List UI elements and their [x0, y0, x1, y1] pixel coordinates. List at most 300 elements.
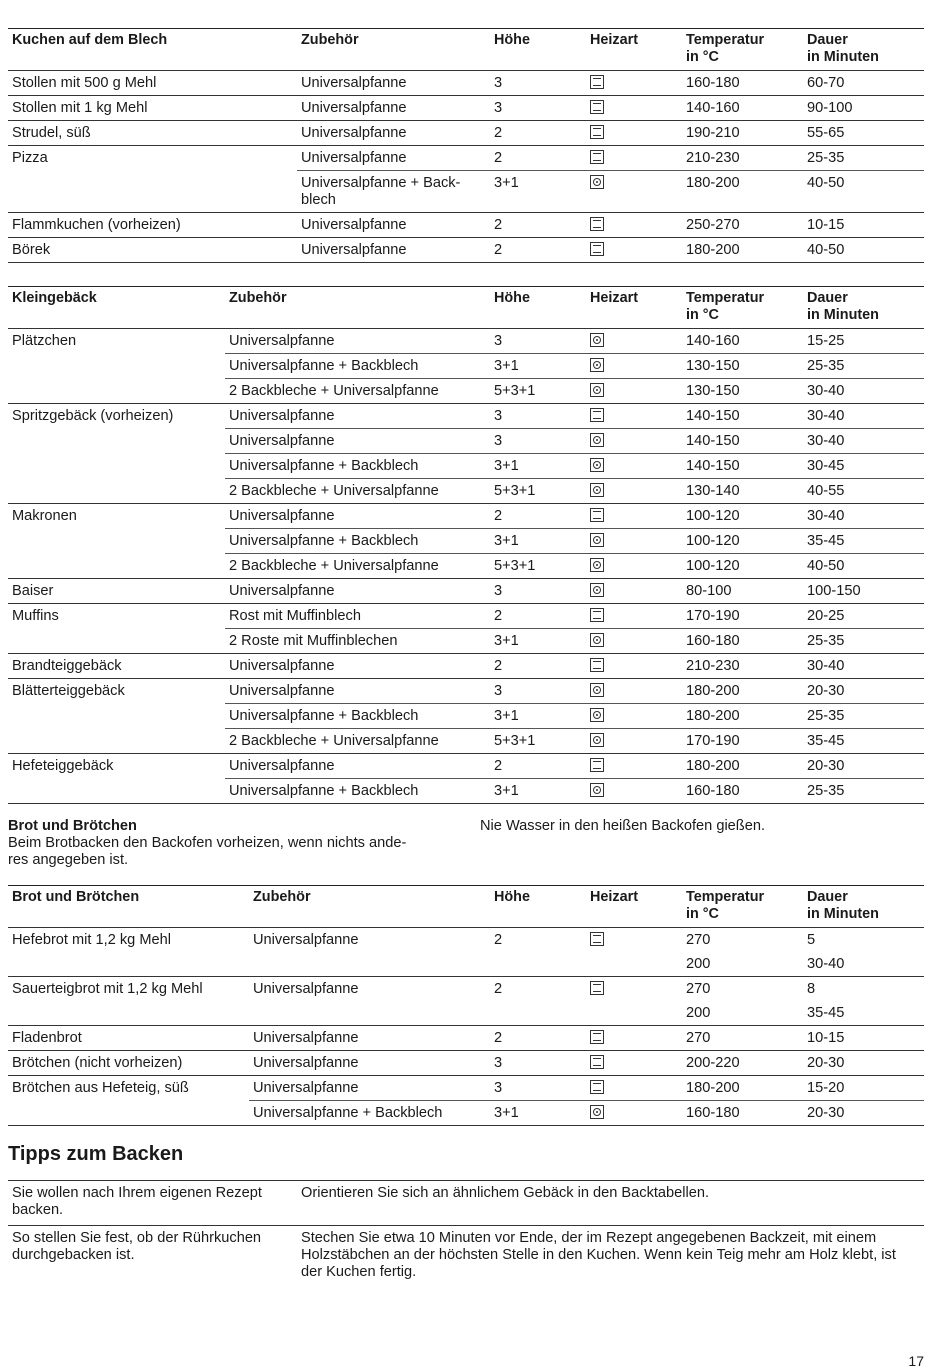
hot-air-icon — [590, 175, 604, 189]
page — [8, 28, 924, 1287]
table-kleingebaeck — [8, 286, 924, 804]
top-bottom-heat-icon — [590, 508, 604, 522]
hot-air-icon — [590, 683, 604, 697]
cell-name: Hefeteiggebäck — [8, 754, 225, 779]
table-row — [8, 754, 924, 779]
cell-dauer: 25-35 — [803, 146, 924, 171]
cell-temperatur: 160-180 — [682, 629, 803, 654]
cell-name: Brötchen (nicht vorheizen) — [8, 1051, 249, 1076]
cell-heizart — [586, 1076, 682, 1101]
cell-temperatur: 270 — [682, 977, 803, 1002]
cell-name — [8, 379, 225, 404]
cell-zubehoer: Universalpfanne — [249, 1051, 490, 1076]
cell-dauer: 25-35 — [803, 779, 924, 804]
cell-zubehoer: 2 Backbleche + Universalpfanne — [225, 479, 490, 504]
cell-name: Hefebrot mit 1,2 kg Mehl — [8, 928, 249, 953]
cell-name: Stollen mit 1 kg Mehl — [8, 96, 297, 121]
brot-intro-note: Nie Wasser in den heißen Backofen gießen. — [480, 818, 765, 834]
cell-temperatur: 180-200 — [682, 679, 803, 704]
cell-heizart — [586, 146, 682, 171]
top-bottom-heat-icon — [590, 981, 604, 995]
cell-temperatur: 130-150 — [682, 379, 803, 404]
cell-dauer: 30-45 — [803, 454, 924, 479]
cell-name — [8, 629, 225, 654]
tip-question: Sie wollen nach Ihrem eigenen Rezept backen. — [8, 1181, 297, 1226]
cell-zubehoer: Universalpfanne — [225, 579, 490, 604]
cell-name — [8, 779, 225, 804]
cell-dauer: 40-50 — [803, 554, 924, 579]
table-row — [8, 238, 924, 263]
cell-zubehoer — [249, 1001, 490, 1026]
col-header-zubehoer: Zubehör — [301, 32, 359, 48]
cell-dauer: 30-40 — [803, 404, 924, 429]
cell-temperatur: 200 — [686, 956, 711, 972]
table-row — [8, 529, 924, 554]
cell-hoehe: 3 — [490, 71, 586, 96]
table-kuchen-auf-dem-blech — [8, 28, 924, 263]
cell-name: Pizza — [8, 146, 297, 171]
cell-dauer: 20-30 — [803, 754, 924, 779]
table-row — [8, 504, 924, 529]
cell-heizart — [586, 779, 682, 804]
cell-name: Stollen mit 500 g Mehl — [8, 71, 297, 96]
cell-dauer: 20-30 — [803, 1101, 924, 1126]
top-bottom-heat-icon — [590, 75, 604, 89]
cell-dauer: 5 — [803, 928, 924, 953]
col-header-hoehe: Höhe — [494, 32, 530, 48]
table-row — [8, 171, 924, 213]
col-header-temperatur: Temperatur in °C — [686, 889, 765, 922]
cell-dauer: 20-30 — [803, 1051, 924, 1076]
cell-heizart — [586, 238, 682, 263]
cell-temperatur: 180-200 — [682, 171, 803, 213]
cell-heizart — [586, 71, 682, 96]
cell-temperatur: 180-200 — [682, 238, 803, 263]
cell-name: Plätzchen — [8, 329, 225, 354]
cell-name — [8, 354, 225, 379]
col-header-dauer: Dauer in Minuten — [807, 889, 879, 922]
col-header-hoehe: Höhe — [494, 889, 530, 905]
col-header-name: Brot und Brötchen — [12, 889, 140, 905]
cell-name: Baiser — [8, 579, 225, 604]
cell-name — [8, 454, 225, 479]
cell-dauer: 40-55 — [803, 479, 924, 504]
table-row — [8, 1051, 924, 1076]
cell-zubehoer: Universalpfanne — [297, 213, 490, 238]
top-bottom-heat-icon — [590, 658, 604, 672]
cell-hoehe: 5+3+1 — [490, 729, 586, 754]
cell-hoehe: 3+1 — [490, 779, 586, 804]
cell-hoehe: 2 — [490, 604, 586, 629]
cell-zubehoer: Universalpfanne — [249, 977, 490, 1002]
hot-air-icon — [590, 483, 604, 497]
hot-air-icon — [590, 458, 604, 472]
cell-name — [8, 429, 225, 454]
top-bottom-heat-icon — [590, 125, 604, 139]
cell-temperatur: 140-150 — [682, 429, 803, 454]
table-row — [8, 704, 924, 729]
table-header-row — [8, 287, 924, 329]
cell-zubehoer: Universalpfanne — [225, 404, 490, 429]
col-header-name: Kuchen auf dem Blech — [12, 32, 168, 48]
table-row — [8, 354, 924, 379]
cell-hoehe: 3+1 — [490, 629, 586, 654]
cell-zubehoer: Universalpfanne — [225, 429, 490, 454]
cell-temperatur: 210-230 — [682, 654, 803, 679]
table-row — [8, 1001, 924, 1026]
cell-heizart — [586, 404, 682, 429]
cell-temperatur: 170-190 — [682, 604, 803, 629]
cell-heizart — [586, 171, 682, 213]
cell-hoehe: 3 — [490, 579, 586, 604]
cell-zubehoer: Universalpfanne — [249, 1026, 490, 1051]
table-row — [8, 1076, 924, 1101]
cell-dauer: 30-40 — [803, 504, 924, 529]
hot-air-icon — [590, 733, 604, 747]
col-header-temperatur: Temperatur in °C — [686, 32, 765, 65]
cell-name: Brandteiggebäck — [8, 654, 225, 679]
cell-dauer: 20-25 — [803, 604, 924, 629]
cell-temperatur: 160-180 — [682, 71, 803, 96]
cell-hoehe: 5+3+1 — [490, 379, 586, 404]
table-row — [8, 146, 924, 171]
cell-dauer: 10-15 — [803, 1026, 924, 1051]
cell-zubehoer: Universalpfanne + Backblech — [225, 529, 490, 554]
table-row — [8, 379, 924, 404]
cell-heizart — [586, 679, 682, 704]
table-row — [8, 729, 924, 754]
hot-air-icon — [590, 783, 604, 797]
top-bottom-heat-icon — [590, 758, 604, 772]
cell-heizart — [586, 977, 682, 1002]
table-header-row — [8, 29, 924, 71]
table-row — [8, 404, 924, 429]
cell-name — [8, 729, 225, 754]
tip-row — [8, 1226, 924, 1288]
top-bottom-heat-icon — [590, 932, 604, 946]
cell-temperatur: 130-140 — [682, 479, 803, 504]
cell-name — [8, 554, 225, 579]
table-row — [8, 629, 924, 654]
table-row — [8, 71, 924, 96]
cell-name: Börek — [8, 238, 297, 263]
cell-heizart — [586, 121, 682, 146]
table-row — [8, 429, 924, 454]
cell-zubehoer: Universalpfanne — [225, 679, 490, 704]
table-row — [8, 604, 924, 629]
cell-heizart — [586, 1051, 682, 1076]
cell-heizart — [586, 329, 682, 354]
col-header-hoehe: Höhe — [494, 290, 530, 306]
hot-air-icon — [590, 533, 604, 547]
cell-zubehoer: 2 Backbleche + Universalpfanne — [225, 729, 490, 754]
cell-heizart — [586, 952, 682, 977]
cell-temperatur: 180-200 — [682, 754, 803, 779]
cell-zubehoer: Universalpfanne — [225, 654, 490, 679]
cell-hoehe: 5+3+1 — [490, 554, 586, 579]
hot-air-icon — [590, 433, 604, 447]
cell-zubehoer: Universalpfanne + Back- blech — [297, 171, 490, 213]
cell-heizart — [586, 754, 682, 779]
cell-hoehe: 2 — [490, 928, 586, 953]
cell-zubehoer: Universalpfanne — [249, 1076, 490, 1101]
cell-temperatur: 180-200 — [682, 704, 803, 729]
cell-dauer: 100-150 — [803, 579, 924, 604]
cell-dauer: 30-40 — [807, 956, 845, 972]
cell-name — [8, 704, 225, 729]
table-brot-und-broetchen — [8, 885, 924, 1126]
cell-heizart — [586, 529, 682, 554]
tip-question: So stellen Sie fest, ob der Rührkuchen durchgebacken ist. — [8, 1226, 297, 1288]
section-heading-tipps: Tipps zum Backen — [8, 1143, 184, 1165]
top-bottom-heat-icon — [590, 608, 604, 622]
col-header-zubehoer: Zubehör — [229, 290, 287, 306]
top-bottom-heat-icon — [590, 1080, 604, 1094]
cell-dauer: 40-50 — [803, 171, 924, 213]
brot-intro — [8, 818, 924, 869]
cell-dauer: 30-40 — [803, 379, 924, 404]
top-bottom-heat-icon — [590, 150, 604, 164]
cell-dauer: 90-100 — [803, 96, 924, 121]
table-row — [8, 121, 924, 146]
hot-air-icon — [590, 1105, 604, 1119]
cell-dauer: 25-35 — [803, 704, 924, 729]
cell-zubehoer: Universalpfanne — [297, 71, 490, 96]
cell-dauer: 55-65 — [803, 121, 924, 146]
table-row — [8, 928, 924, 953]
cell-hoehe: 5+3+1 — [490, 479, 586, 504]
cell-zubehoer: 2 Backbleche + Universalpfanne — [225, 379, 490, 404]
cell-temperatur: 140-150 — [682, 404, 803, 429]
cell-dauer: 8 — [803, 977, 924, 1002]
cell-dauer: 15-25 — [803, 329, 924, 354]
cell-temperatur: 160-180 — [682, 779, 803, 804]
cell-zubehoer: Universalpfanne + Backblech — [249, 1101, 490, 1126]
cell-zubehoer: Universalpfanne — [225, 329, 490, 354]
cell-hoehe: 3+1 — [490, 354, 586, 379]
cell-heizart — [586, 604, 682, 629]
cell-temperatur: 140-160 — [682, 329, 803, 354]
cell-temperatur: 210-230 — [682, 146, 803, 171]
cell-hoehe: 3+1 — [490, 171, 586, 213]
cell-hoehe: 3 — [490, 1051, 586, 1076]
cell-dauer: 25-35 — [803, 629, 924, 654]
cell-name: Flammkuchen (vorheizen) — [8, 213, 297, 238]
col-header-zubehoer: Zubehör — [253, 889, 311, 905]
cell-zubehoer: Universalpfanne — [225, 754, 490, 779]
brot-intro-heading: Brot und Brötchen — [8, 818, 137, 834]
cell-heizart — [586, 704, 682, 729]
cell-dauer: 35-45 — [803, 529, 924, 554]
cell-temperatur: 100-120 — [682, 504, 803, 529]
cell-hoehe: 3+1 — [490, 529, 586, 554]
cell-temperatur: 200-220 — [682, 1051, 803, 1076]
cell-dauer: 30-40 — [803, 429, 924, 454]
top-bottom-heat-icon — [590, 1055, 604, 1069]
top-bottom-heat-icon — [590, 100, 604, 114]
cell-name — [8, 952, 249, 977]
cell-zubehoer — [249, 952, 490, 977]
cell-temperatur: 270 — [682, 1026, 803, 1051]
cell-zubehoer: Universalpfanne — [225, 504, 490, 529]
table-row — [8, 1026, 924, 1051]
cell-hoehe — [490, 952, 586, 977]
cell-dauer: 25-35 — [803, 354, 924, 379]
table-header-row — [8, 886, 924, 928]
cell-hoehe: 2 — [490, 654, 586, 679]
col-header-heizart: Heizart — [590, 889, 638, 905]
cell-heizart — [586, 454, 682, 479]
table-row — [8, 579, 924, 604]
cell-hoehe: 3 — [490, 679, 586, 704]
cell-zubehoer: Rost mit Muffinblech — [225, 604, 490, 629]
cell-temperatur: 200 — [686, 1005, 711, 1021]
table-row — [8, 96, 924, 121]
brot-intro-text: Beim Brotbacken den Backofen vorheizen, wenn nichts ande- res angegeben ist. — [8, 835, 407, 868]
table-row — [8, 779, 924, 804]
cell-hoehe — [490, 1001, 586, 1026]
table-row — [8, 977, 924, 1002]
cell-name: Strudel, süß — [8, 121, 297, 146]
cell-temperatur: 100-120 — [682, 529, 803, 554]
cell-heizart — [586, 354, 682, 379]
hot-air-icon — [590, 708, 604, 722]
col-header-name: Kleingebäck — [12, 290, 97, 306]
cell-heizart — [586, 1026, 682, 1051]
page-number: 17 — [908, 1353, 924, 1369]
tip-answer: Stechen Sie etwa 10 Minuten vor Ende, der im Rezept angegebenen Backzeit, mit einem Holzstäbchen an der höchsten Stelle in den Kuchen. Wenn kein Teig mehr am Holz klebt, ist der Kuchen fertig. — [297, 1226, 924, 1288]
col-header-heizart: Heizart — [590, 290, 638, 306]
table-row — [8, 329, 924, 354]
cell-heizart — [586, 629, 682, 654]
tip-row — [8, 1181, 924, 1226]
cell-temperatur: 270 — [682, 928, 803, 953]
cell-heizart — [586, 213, 682, 238]
col-header-dauer: Dauer in Minuten — [807, 32, 879, 65]
cell-hoehe: 3+1 — [490, 1101, 586, 1126]
cell-hoehe: 3 — [490, 404, 586, 429]
cell-zubehoer: Universalpfanne — [297, 238, 490, 263]
cell-zubehoer: Universalpfanne — [249, 928, 490, 953]
cell-hoehe: 3 — [490, 429, 586, 454]
cell-temperatur: 140-160 — [682, 96, 803, 121]
top-bottom-heat-icon — [590, 408, 604, 422]
cell-dauer: 60-70 — [803, 71, 924, 96]
col-header-temperatur: Temperatur in °C — [686, 290, 765, 323]
cell-name: Blätterteiggebäck — [8, 679, 225, 704]
cell-zubehoer: Universalpfanne + Backblech — [225, 779, 490, 804]
hot-air-icon — [590, 583, 604, 597]
cell-name — [8, 479, 225, 504]
cell-hoehe: 3+1 — [490, 454, 586, 479]
cell-temperatur: 80-100 — [682, 579, 803, 604]
cell-zubehoer: Universalpfanne + Backblech — [225, 354, 490, 379]
col-header-dauer: Dauer in Minuten — [807, 290, 879, 323]
cell-hoehe: 2 — [490, 1026, 586, 1051]
cell-hoehe: 3+1 — [490, 704, 586, 729]
col-header-heizart: Heizart — [590, 32, 638, 48]
cell-hoehe: 3 — [490, 96, 586, 121]
cell-temperatur: 130-150 — [682, 354, 803, 379]
table-row — [8, 679, 924, 704]
cell-heizart — [586, 504, 682, 529]
top-bottom-heat-icon — [590, 242, 604, 256]
hot-air-icon — [590, 358, 604, 372]
top-bottom-heat-icon — [590, 217, 604, 231]
cell-heizart — [586, 1101, 682, 1126]
cell-heizart — [586, 429, 682, 454]
cell-hoehe: 2 — [490, 213, 586, 238]
cell-dauer: 10-15 — [803, 213, 924, 238]
cell-hoehe: 2 — [490, 121, 586, 146]
cell-hoehe: 3 — [490, 1076, 586, 1101]
hot-air-icon — [590, 633, 604, 647]
cell-name: Spritzgebäck (vorheizen) — [8, 404, 225, 429]
cell-temperatur: 160-180 — [682, 1101, 803, 1126]
cell-name — [8, 1101, 249, 1126]
cell-dauer: 30-40 — [803, 654, 924, 679]
cell-heizart — [586, 654, 682, 679]
cell-hoehe: 2 — [490, 238, 586, 263]
cell-temperatur: 100-120 — [682, 554, 803, 579]
cell-dauer: 20-30 — [803, 679, 924, 704]
cell-dauer: 35-45 — [807, 1005, 845, 1021]
cell-hoehe: 3 — [490, 329, 586, 354]
cell-name: Fladenbrot — [8, 1026, 249, 1051]
table-row — [8, 952, 924, 977]
cell-hoehe: 2 — [490, 504, 586, 529]
cell-name — [8, 1001, 249, 1026]
table-row — [8, 654, 924, 679]
cell-dauer: 15-20 — [803, 1076, 924, 1101]
table-row — [8, 213, 924, 238]
hot-air-icon — [590, 558, 604, 572]
cell-name: Muffins — [8, 604, 225, 629]
cell-name — [8, 529, 225, 554]
table-row — [8, 479, 924, 504]
cell-heizart — [586, 554, 682, 579]
cell-name: Makronen — [8, 504, 225, 529]
cell-name: Brötchen aus Hefeteig, süß — [8, 1076, 249, 1101]
cell-heizart — [586, 1001, 682, 1026]
table-tipps — [8, 1180, 924, 1287]
cell-dauer: 40-50 — [803, 238, 924, 263]
cell-hoehe: 2 — [490, 754, 586, 779]
cell-name — [8, 171, 297, 213]
cell-zubehoer: Universalpfanne — [297, 121, 490, 146]
cell-temperatur: 140-150 — [682, 454, 803, 479]
table-row — [8, 1101, 924, 1126]
cell-name: Sauerteigbrot mit 1,2 kg Mehl — [8, 977, 249, 1002]
cell-temperatur: 180-200 — [682, 1076, 803, 1101]
tip-answer: Orientieren Sie sich an ähnlichem Gebäck in den Backtabellen. — [297, 1181, 924, 1226]
table-row — [8, 554, 924, 579]
cell-zubehoer: 2 Roste mit Muffinblechen — [225, 629, 490, 654]
cell-zubehoer: Universalpfanne — [297, 96, 490, 121]
cell-zubehoer: Universalpfanne + Backblech — [225, 704, 490, 729]
cell-heizart — [586, 96, 682, 121]
cell-zubehoer: Universalpfanne — [297, 146, 490, 171]
cell-temperatur: 190-210 — [682, 121, 803, 146]
cell-heizart — [586, 479, 682, 504]
cell-heizart — [586, 928, 682, 953]
cell-temperatur: 170-190 — [682, 729, 803, 754]
hot-air-icon — [590, 383, 604, 397]
top-bottom-heat-icon — [590, 1030, 604, 1044]
cell-hoehe: 2 — [490, 977, 586, 1002]
cell-zubehoer: Universalpfanne + Backblech — [225, 454, 490, 479]
cell-heizart — [586, 579, 682, 604]
